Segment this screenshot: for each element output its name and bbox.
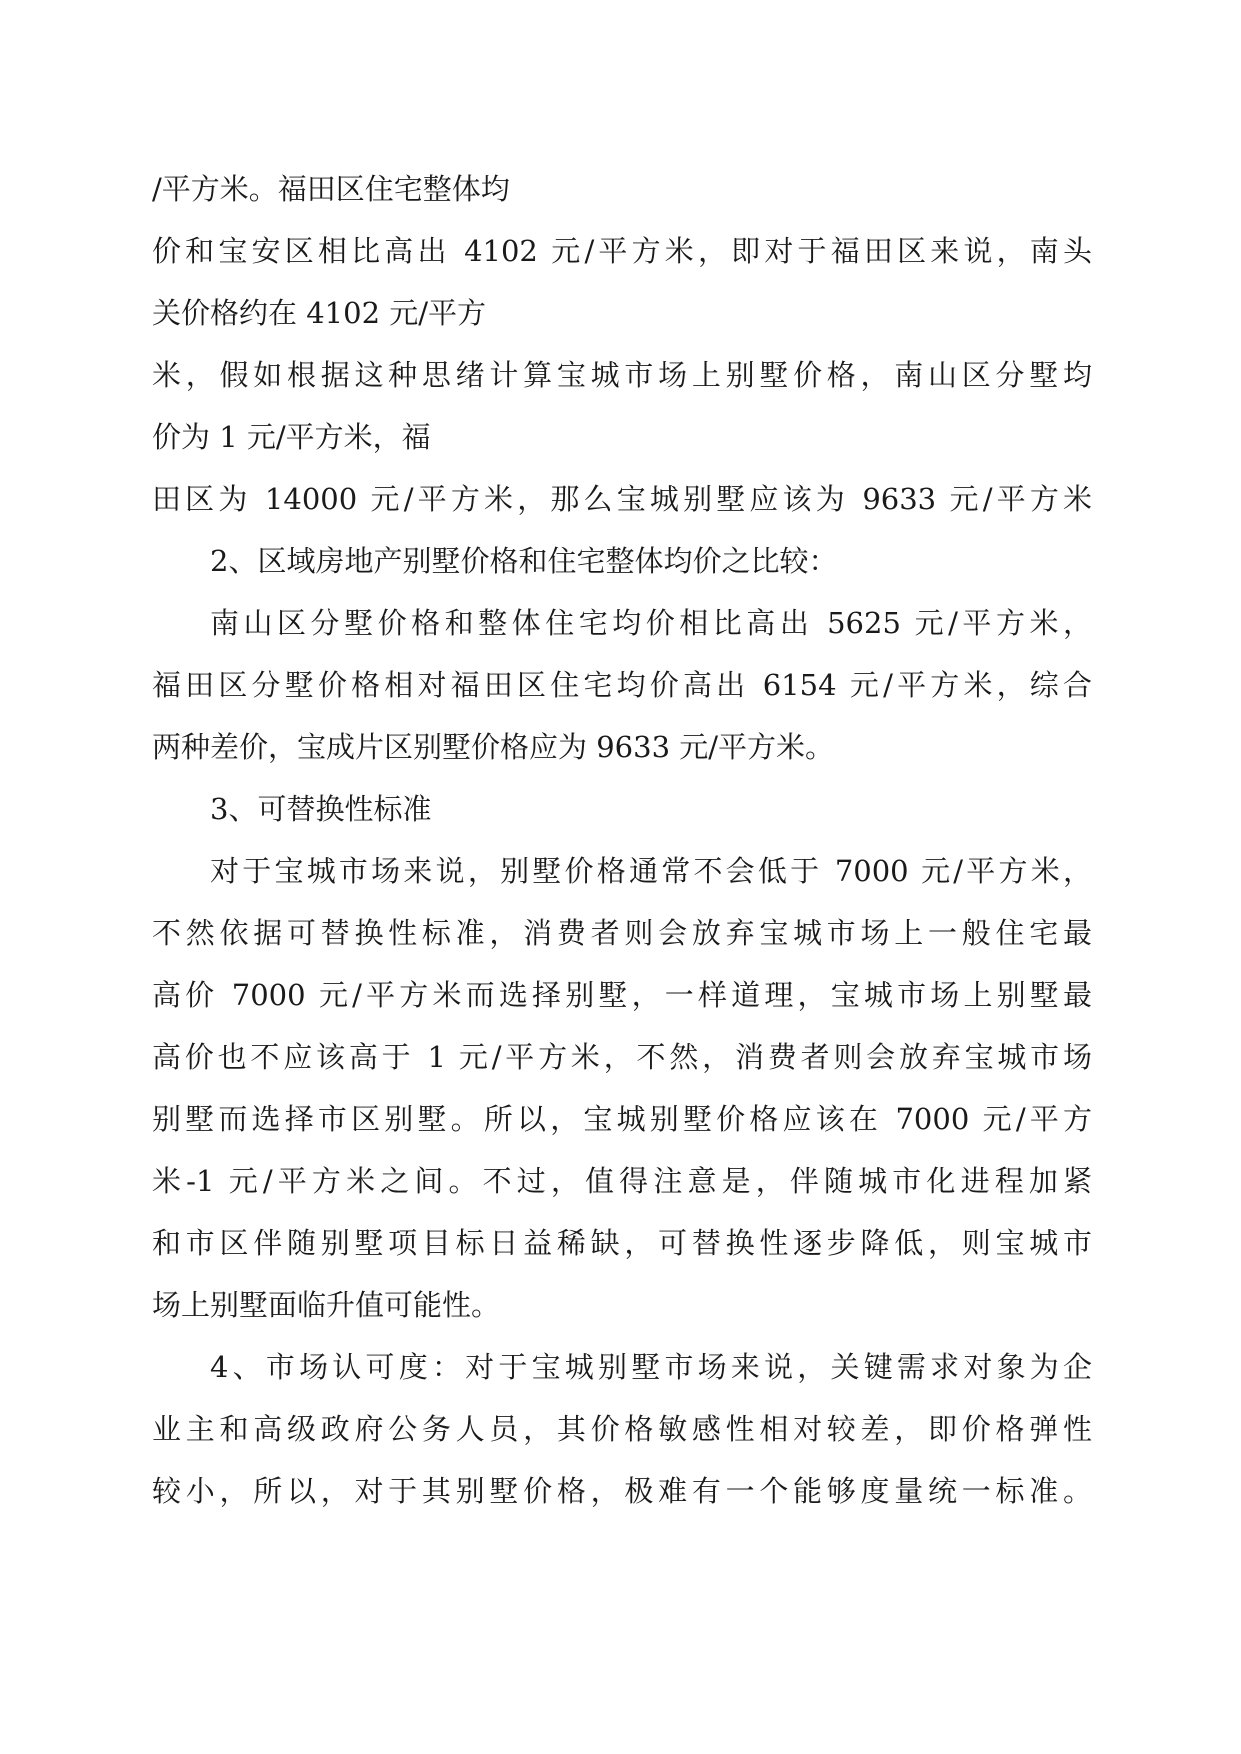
section-heading: 2、区域房地产别墅价格和住宅整体均价之比较： [210, 544, 838, 578]
text-line: 高价 7000 元/平方米而选择别墅，一样道理，宝城市场上别墅最 [152, 978, 1092, 1012]
text-line: 米-1 元/平方米之间。不过，值得注意是，伴随城市化进程加紧 [152, 1164, 1092, 1198]
text-line: 田区为 14000 元/平方米，那么宝城别墅应该为 9633 元/平方米 [152, 482, 1092, 516]
text-line: 场上别墅面临升值可能性。 [152, 1288, 501, 1322]
text-line: 不然依据可替换性标准，消费者则会放弃宝城市场上一般住宅最 [152, 916, 1092, 950]
text-line: 别墅而选择市区别墅。所以，宝城别墅价格应该在 7000 元/平方 [152, 1102, 1092, 1136]
text-line: 福田区分墅价格相对福田区住宅均价高出 6154 元/平方米，综合 [152, 668, 1092, 702]
text-line: 价和宝安区相比高出 4102 元/平方米，即对于福田区来说，南头 [152, 234, 1092, 268]
text-line: 关价格约在 4102 元/平方 [152, 296, 487, 330]
text-line: 和市区伴随别墅项目标日益稀缺，可替换性逐步降低，则宝城市 [152, 1226, 1092, 1260]
text-line: 米，假如根据这种思绪计算宝城市场上别墅价格，南山区分墅均 [152, 358, 1092, 392]
section-heading: 3、可替换性标准 [210, 792, 432, 826]
text-line: 对于宝城市场来说，别墅价格通常不会低于 7000 元/平方米， [210, 854, 1092, 888]
text-line: 业主和高级政府公务人员，其价格敏感性相对较差，即价格弹性 [152, 1412, 1092, 1446]
text-line: 高价也不应该高于 1 元/平方米，不然，消费者则会放弃宝城市场 [152, 1040, 1092, 1074]
text-line: 较小，所以，对于其别墅价格，极难有一个能够度量统一标准。 [152, 1474, 1092, 1508]
text-line: 南山区分墅价格和整体住宅均价相比高出 5625 元/平方米， [210, 606, 1092, 640]
section-heading: 4、市场认可度：对于宝城别墅市场来说，关键需求对象为企 [210, 1350, 1092, 1384]
body-text [152, 158, 1092, 1522]
text-line: 价为 1 元/平方米，福 [152, 420, 431, 454]
text-line: 两种差价，宝成片区别墅价格应为 9633 元/平方米。 [152, 730, 835, 764]
text-line: /平方米。福田区住宅整体均 [152, 172, 510, 206]
